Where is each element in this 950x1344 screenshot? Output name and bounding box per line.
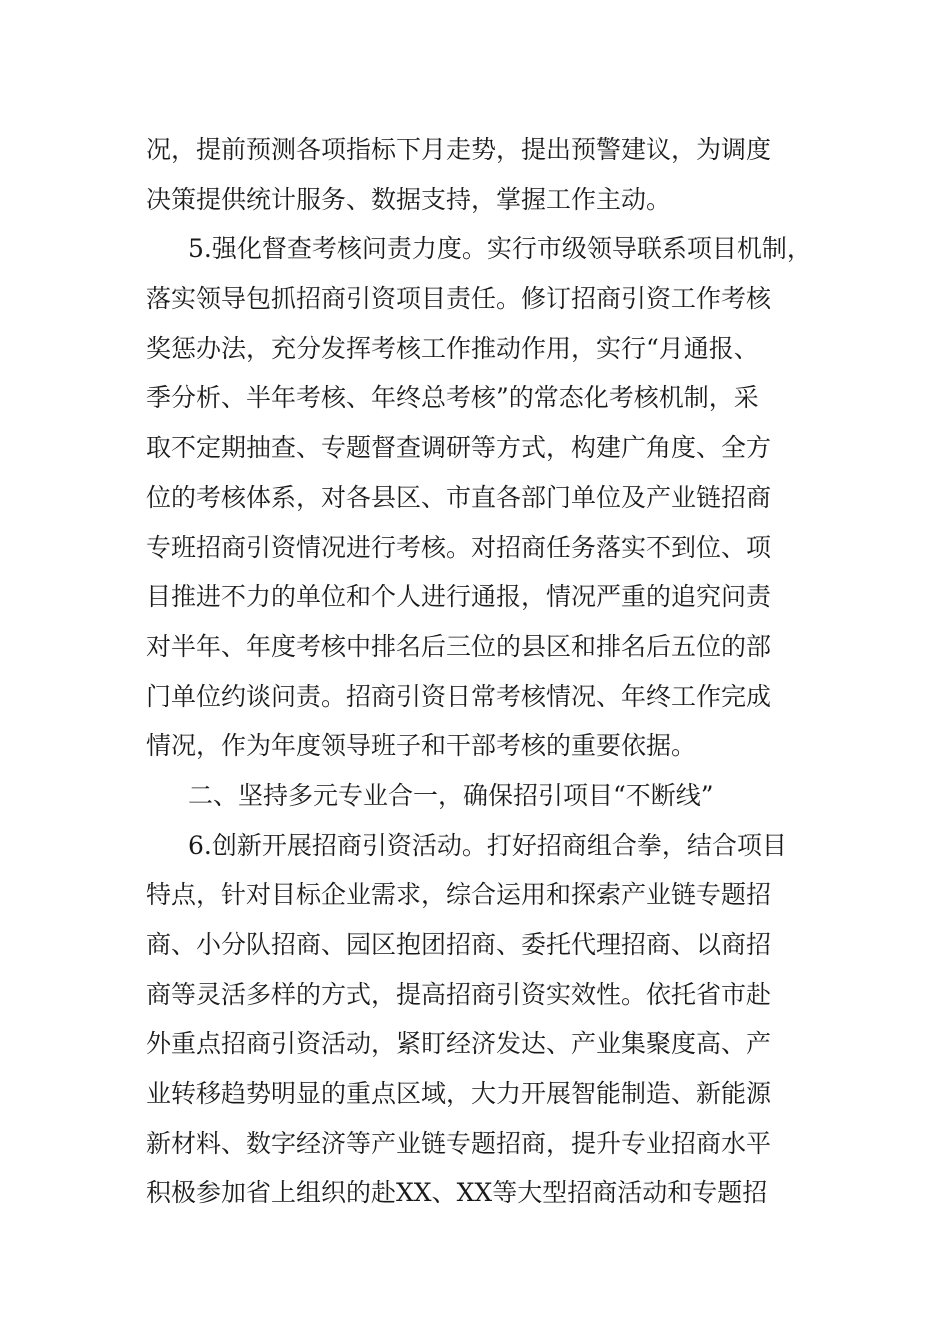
text-line: 对半年、年度考核中排名后三位的县区和排名后五位的部: [146, 631, 772, 661]
text-line: 决策提供统计服务、数据支持，掌握工作主动。: [146, 184, 672, 214]
text-line: 特点，针对目标企业需求，综合运用和探索产业链专题招: [146, 880, 772, 910]
text-line: 专班招商引资情况进行考核。对招商任务落实不到位、项: [146, 532, 772, 562]
section-heading: 二、坚持多元专业合一，确保招引项目“不断线”: [188, 780, 714, 810]
text-line: 商、小分队招商、园区抱团招商、委托代理招商、以商招: [146, 930, 772, 959]
body-text: [146, 125, 816, 1218]
text-line: 季分析、半年考核、年终总考核”的常态化考核机制，采: [146, 383, 759, 413]
text-line: 门单位约谈问责。招商引资日常考核情况、年终工作完成: [146, 681, 772, 711]
text-line: 位的考核体系，对各县区、市直各部门单位及产业链招商: [146, 482, 772, 512]
text-line: 目推进不力的单位和个人进行通报，情况严重的追究问责: [146, 582, 772, 612]
text-line: 况，提前预测各项指标下月走势，提出预警建议，为调度: [146, 135, 772, 164]
text-line: 商等灵活多样的方式，提高招商引资实效性。依托省市赴: [146, 979, 772, 1009]
text-line: 业转移趋势明显的重点区域，大力开展智能制造、新能源: [146, 1079, 772, 1109]
paragraph-start-line: 6.创新开展招商引资活动。打好招商组合拳，结合项目: [188, 830, 787, 860]
paragraph-start-line: 5.强化督查考核问责力度。实行市级领导联系项目机制，: [188, 234, 812, 264]
text-line: 外重点招商引资活动，紧盯经济发达、产业集聚度高、产: [146, 1029, 772, 1059]
text-line: 奖惩办法，充分发挥考核工作推动作用，实行“月通报、: [146, 333, 759, 363]
text-line: 取不定期抽查、专题督查调研等方式，构建广角度、全方: [146, 433, 772, 463]
text-line: 新材料、数字经济等产业链专题招商，提升专业招商水平: [146, 1128, 772, 1158]
text-line: 积极参加省上组织的赴XX、XX等大型招商活动和专题招: [146, 1178, 768, 1208]
text-line: 情况，作为年度领导班子和干部考核的重要依据。: [146, 731, 697, 761]
text-line: 落实领导包抓招商引资项目责任。修订招商引资工作考核: [146, 284, 772, 314]
